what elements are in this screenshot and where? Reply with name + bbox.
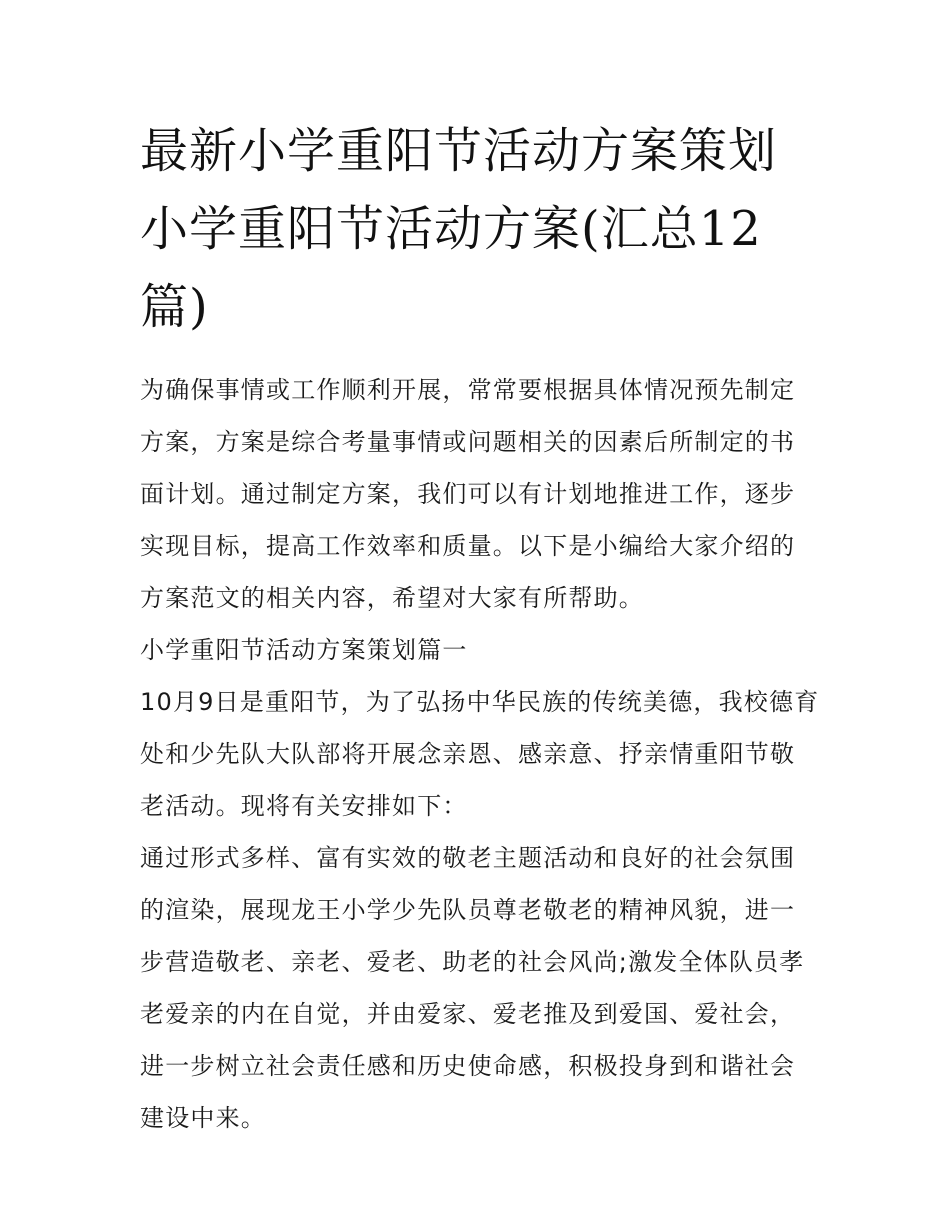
document-title: 最新小学重阳节活动方案策划 小学重阳节活动方案(汇总12篇) (140, 123, 778, 335)
body-paragraph-1: 10月9日是重阳节，为了弘扬中华民族的传统美德，我校德育处和少先队大队部将开展念亲恩、感亲意、抒亲情重阳节敬老活动。现将有关安排如下： (140, 688, 820, 820)
section-heading: 小学重阳节活动方案策划篇一 (140, 636, 468, 664)
intro-paragraph: 为确保事情或工作顺利开展，常常要根据具体情况预先制定方案，方案是综合考量事情或问题相关的因素后所制定的书面计划。通过制定方案，我们可以有计划地推进工作，逐步实现目标，提高工作效率和质量。以下是小编给大家介绍的方案范文的相关内容，希望对大家有所帮助。 (140, 376, 796, 612)
body-paragraph-2: 通过形式多样、富有实效的敬老主题活动和良好的社会氛围的渲染，展现龙王小学少先队员尊老敬老的精神风貌，进一步营造敬老、亲老、爱老、助老的社会风尚;激发全体队员孝老爱亲的内在自觉，并由爱家、爱老推及到爱国、爱社会，进一步树立社会责任感和历史使命感，积极投身到和谐社会建设中来。 (140, 844, 805, 1132)
document-page (140, 112, 820, 1144)
